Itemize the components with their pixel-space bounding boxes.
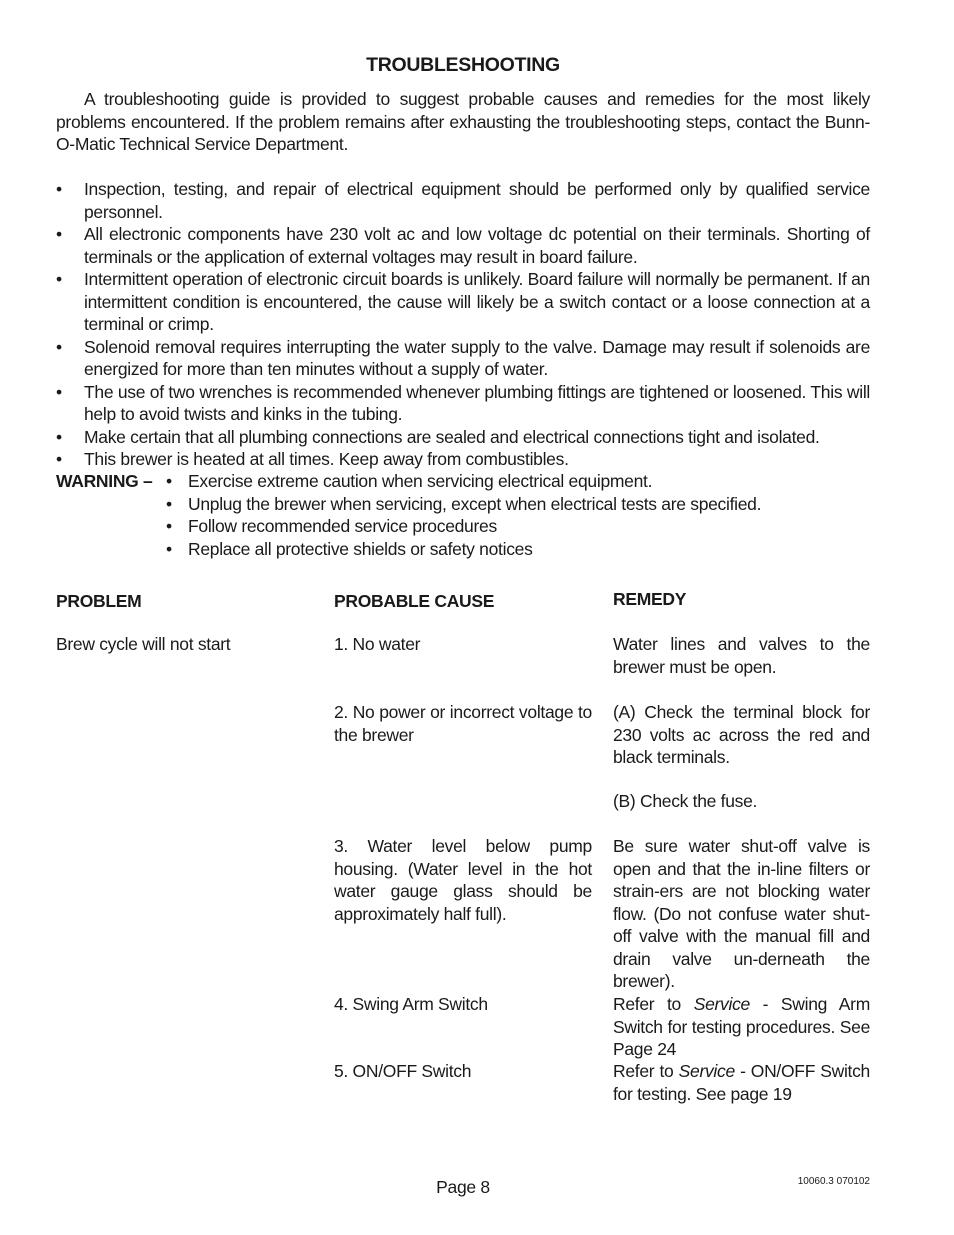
cause-header: PROBABLE CAUSE [334, 591, 495, 611]
list-item: • Unplug the brewer when servicing, except when electrical tests are specified. [166, 493, 866, 516]
list-item: • Solenoid removal requires interrupting the water supply to the valve. Damage may result if solenoids are energized for more than ten minutes without a supply of water. [56, 336, 870, 381]
page-number: Page 8 [436, 1177, 490, 1197]
list-item: • Exercise extreme caution when servicing electrical equipment. [166, 470, 866, 493]
list-item: • Make certain that all plumbing connections are sealed and electrical connections tight and isolated. [56, 426, 870, 449]
remedy-2b: (B) Check the fuse. [613, 791, 758, 811]
page-title: TROUBLESHOOTING [366, 54, 560, 76]
remedy-1: Water lines and valves to the brewer must be open. [613, 634, 870, 677]
cause-2: 2. No power or incorrect voltage to the brewer [334, 702, 592, 745]
problem-header: PROBLEM [56, 591, 142, 611]
remedy-text: Refer to [613, 1061, 679, 1081]
remedy-5 [613, 1060, 870, 1105]
list-item: • This brewer is heated at all times. Keep away from combustibles. [56, 448, 870, 471]
remedy-3: Be sure water shut-off valve is open and that the in-line filters or strain-ers are not blocking water flow. (Do not confuse water shut-off valve with the manual fill and drain valve un-derneath the brewer). [613, 836, 870, 991]
intro-paragraph: A troubleshooting guide is provided to suggest probable causes and remedies for the most likely problems encountered. If the problem remains after exhausting the troubleshooting steps, contact the Bunn-O-Matic Technical Service Department. [56, 89, 870, 154]
remedy-text: - Swing Arm Switch for testing procedures. See Page 24 [613, 994, 870, 1059]
remedy-4 [613, 993, 870, 1061]
warning-list [166, 470, 866, 560]
precautions-list [56, 178, 870, 471]
remedy-emphasis: Service [678, 1061, 735, 1081]
remedy-text: - ON/OFF Switch for testing. See page 19 [613, 1061, 870, 1104]
problem-text: Brew cycle will not start [56, 634, 231, 654]
cause-4: 4. Swing Arm Switch [334, 994, 488, 1014]
remedy-emphasis: Service [693, 994, 750, 1014]
cause-3: 3. Water level below pump housing. (Water level in the hot water gauge glass should be approximately half full). [334, 836, 592, 924]
cause-1: 1. No water [334, 634, 421, 654]
remedy-header: REMEDY [613, 589, 687, 609]
warning-label: WARNING – [56, 471, 153, 491]
cause-5: 5. ON/OFF Switch [334, 1061, 472, 1081]
remedy-text: Refer to [613, 994, 694, 1014]
list-item: • Intermittent operation of electronic circuit boards is unlikely. Board failure will normally be permanent. If an intermittent condition is encountered, the cause will likely be a switch contact or a loose connection at a terminal or crimp. [56, 268, 870, 336]
remedy-2a: (A) Check the terminal block for 230 volts ac across the red and black terminals. [613, 702, 870, 767]
list-item: • The use of two wrenches is recommended whenever plumbing fittings are tightened or loosened. This will help to avoid twists and kinks in the tubing. [56, 381, 870, 426]
list-item: • Inspection, testing, and repair of electrical equipment should be performed only by qualified service personnel. [56, 178, 870, 223]
list-item: • Follow recommended service procedures [166, 515, 866, 538]
list-item: • All electronic components have 230 volt ac and low voltage dc potential on their terminals. Shorting of terminals or the application of external voltages may result in board failure. [56, 223, 870, 268]
document-code: 10060.3 070102 [797, 1176, 870, 1187]
list-item: • Replace all protective shields or safety notices [166, 538, 866, 561]
